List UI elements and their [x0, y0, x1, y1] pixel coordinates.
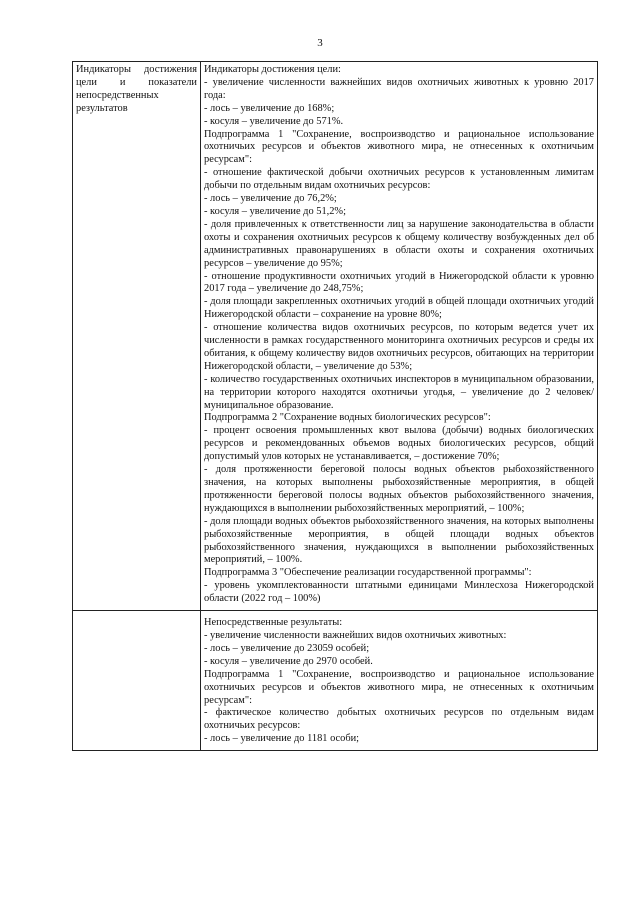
table-row-indicators	[73, 62, 598, 611]
list-item: - доля привлеченных к ответственности лиц за нарушение законодательства в области охоты и сохранения охотничьих ресурсов к общему количеству возбужденных дел об административных правонарушениях в области охоты и сохранения охотничьих ресурсов – увеличение до 95%;	[204, 218, 594, 269]
list-item: - увеличение численности важнейших видов охотничьих животных:	[204, 629, 507, 641]
list-item: - отношение фактической добычи охотничьих ресурсов к установленным лимитам добычи по отдельным видам охотничьих ресурсов:	[204, 167, 594, 192]
list-item: - лось – увеличение до 1181 особи;	[204, 733, 360, 745]
list-item: - процент освоения промышленных квот вылова (добычи) водных биологических ресурсов и рекомендованных объемов водных биологических ресурсов, общий допустимый улов которых не устанавливается, – достижение 70%;	[204, 425, 594, 463]
list-item: - увеличение численности важнейших видов охотничьих животных к уровню 2017 года:	[204, 76, 594, 101]
list-item: - косуля – увеличение до 571%.	[204, 115, 344, 127]
indicators-cell	[201, 62, 598, 611]
list-item: - лось – увеличение до 168%;	[204, 102, 335, 114]
list-item: - количество государственных охотничьих инспекторов в муниципальном образовании, на территории которого находятся охотничьи угодья, – увеличение до 2 человек/муниципальное образование.	[204, 373, 594, 411]
list-item: - доля протяженности береговой полосы водных объектов рыбохозяйственного значения, на которых выполнены рыбохозяйственные мероприятия, в общей протяженности береговой полосы водных объектов рыбохозяйственного значения, нуждающихся в выполнении рыбохозяйственных мероприятий, – 100%;	[204, 464, 594, 514]
row-label-results	[73, 611, 201, 751]
list-item: - лось – увеличение до 23059 особей;	[204, 642, 370, 654]
subprogram-2-heading: Подпрограмма 2 "Сохранение водных биологических ресурсов":	[204, 412, 491, 424]
page-number: 3	[317, 37, 323, 49]
list-item: - доля площади закрепленных охотничьих угодий в общей площади охотничьих угодий Нижегородской области – сохранение на уровне 80%;	[204, 296, 594, 321]
list-item: - уровень укомплектованности штатными единицами Минлесхоза Нижегородской области (2022 год – 100%)	[204, 580, 594, 605]
list-item: - фактическое количество добытых охотничьих ресурсов по отдельным видам охотничьих ресурсов:	[204, 707, 594, 732]
table-row-results	[73, 611, 598, 751]
subprogram-1-heading: Подпрограмма 1 "Сохранение, воспроизводство и рациональное использование охотничьих ресурсов и объектов животного мира, не отнесенных к охотничьим ресурсам":	[204, 668, 594, 706]
results-cell	[201, 611, 598, 751]
list-item: - отношение продуктивности охотничьих угодий в Нижегородской области к уровню 2017 года – увеличение до 248,75%;	[204, 270, 594, 295]
list-item: - лось – увеличение до 76,2%;	[204, 193, 337, 205]
passport-table	[72, 61, 598, 751]
indicators-heading: Индикаторы достижения цели:	[204, 64, 341, 75]
list-item: - косуля – увеличение до 51,2%;	[204, 205, 346, 217]
row-label-indicators: Индикаторы достижения цели и показатели непосредственных результатов	[73, 62, 201, 611]
results-heading: Непосредственные результаты:	[204, 617, 343, 629]
subprogram-1-heading: Подпрограмма 1 "Сохранение, воспроизводство и рациональное использование охотничьих ресурсов и объектов животного мира, не отнесенных к охотничьим ресурсам":	[204, 128, 594, 166]
list-item: - отношение количества видов охотничьих ресурсов, по которым ведется учет их численности в рамках государственного мониторинга охотничьих ресурсов и среды их обитания, к общему количеству видов охотничьих ресурсов, обитающих на территории Нижегородской области, – увеличение до 53%;	[204, 322, 594, 372]
list-item: - доля площади водных объектов рыбохозяйственного значения, на которых выполнены рыбохозяйственные мероприятия, в общей площади водных объектов рыбохозяйственного значения, нуждающихся в выполнении рыбохозяйственных мероприятий, – 100%.	[204, 515, 594, 566]
subprogram-3-heading: Подпрограмма 3 "Обеспечение реализации государственной программы":	[204, 567, 532, 579]
list-item: - косуля – увеличение до 2970 особей.	[204, 655, 373, 667]
